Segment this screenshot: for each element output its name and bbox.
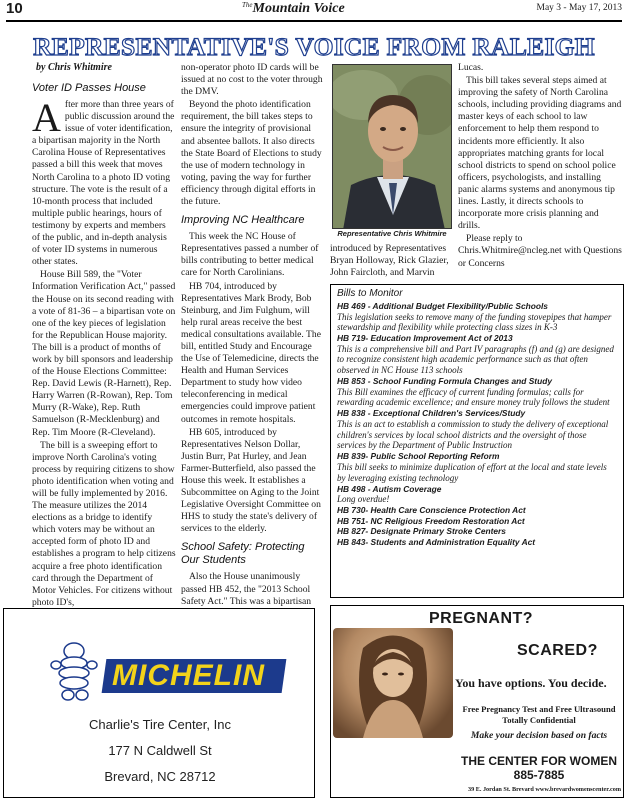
paragraph: HB 704, introduced by Representatives Mark Brody, Bob Steinburg, and Jim Fulghum, will help rural areas receive the best medical consultations available. The bill, entitled Study and Encourage the Use of Telemedicine, directs the Health and Human Services Department to study how video teleconferencing in medical emergencies could improve patient outcomes in remote hospitals. xyxy=(181,280,321,425)
bill-description: This legislation seeks to remove many of the funding stovepipes that hamper stewardship and flexibility while protecting class sizes in K-3 xyxy=(337,311,612,333)
bill-heading: HB 751- NC Religious Freedom Restoration Act xyxy=(337,515,525,526)
business-city: Brevard, NC 28712 xyxy=(104,769,216,784)
representative-photo xyxy=(332,64,452,229)
bill-entry xyxy=(337,505,617,516)
paragraph: Beyond the photo identification requirement, the bill takes steps to ensure the integrity of provisional and absentee ballots. It also directs the State Board of Elections to study the use of modern technology in voting, paving the way for further efficiency through digital efforts in the future. xyxy=(181,99,322,208)
photo-caption: Representative Chris Whitmire xyxy=(337,229,447,238)
headline-scared: SCARED? xyxy=(517,642,598,659)
bill-entry xyxy=(337,376,617,408)
bill-heading: HB 827- Designate Primary Stroke Centers xyxy=(337,526,506,537)
business-name: Charlie's Tire Center, Inc xyxy=(89,717,231,732)
paragraph: House Bill 589, the "Voter Information Verification Act," passed the House on its second reading with a vote of 81-36 – a bipartisan vote on one of the key pieces of legislation for the Republican House majority. The bill is a product of months of work by bill sponsors and leadership of the House Elections Committee: Rep. David Lewis (R-Harnett), Rep. Harry Warren (R-Rowan), Rep. Tom Murry (R-Wake), Rep. Ruth Samuelson (R-Mecklenburg) and Rep. Tim Moore (R-Cleveland). xyxy=(32,269,176,438)
bill-heading: HB 843- Students and Administration Equality Act xyxy=(337,537,536,548)
tagline: Make your decision based on facts xyxy=(470,730,608,741)
bill-entry xyxy=(337,484,617,505)
options-line: You have options. You decide. xyxy=(455,676,607,690)
bills-title: Bills to Monitor xyxy=(337,288,403,299)
bill-heading: HB 853 - School Funding Formula Changes and Study xyxy=(337,376,552,387)
bill-description: This is a comprehensive bill and Part IV paragraphs (f) and (g) are designed to recognize consistent high academic performance such as that often observed in NC House 113 schools xyxy=(337,343,614,376)
page-header xyxy=(6,2,622,18)
article-column-2 xyxy=(181,62,325,621)
services-line-1: Free Pregnancy Test and Free Ultrasound xyxy=(462,704,616,714)
paragraph: This week the NC House of Representatives passed a number of bills contributing to better medical care for North Carolinians. xyxy=(181,231,319,279)
bill-heading: HB 838 - Exceptional Children's Services/Study xyxy=(337,408,526,419)
bill-heading: HB 469 - Additional Budget Flexibility/Public Schools xyxy=(337,301,548,311)
services-line-2: Totally Confidential xyxy=(502,715,576,725)
paragraph: The bill is a sweeping effort to improve North Carolina's voting process by requiring citizens to show photo identification when voting and will be fully implemented by 2016. The measure utilizes the 2014 elections as a bridge to identify which voters may be without an accepted form of photo ID and establishes a program to help citizens acquire a free photo identification card through the Department of Motor Vehicles. For citizens without photo ID's, xyxy=(32,439,176,608)
paragraph: HB 605, introduced by Representatives Nelson Dollar, Justin Burr, Pat Hurley, and Jean Farmer-Butterfield, also passed the House this week. It establishes a Subcommittee on Aging to the Joint Legislative Oversight Committee on HHS to study the state's delivery of services to the elderly. xyxy=(181,426,321,535)
bill-heading: HB 730- Health Care Conscience Protection Act xyxy=(337,505,526,516)
paragraph: Lucas. xyxy=(458,62,484,73)
masthead-the: The xyxy=(242,1,253,9)
center-phone: 885-7885 xyxy=(513,768,565,782)
michelin-ad xyxy=(3,608,315,798)
bill-heading: HB 839- Public School Reporting Reform xyxy=(337,451,500,462)
paragraph: non-operator photo ID cards will be issued at no cost to the voter through the DMV. xyxy=(181,62,323,98)
paragraph: Please reply to Chris.Whitmire@ncleg.net with Questions or Concerns xyxy=(458,233,622,269)
portrait-illustration xyxy=(333,65,452,229)
bill-heading: HB 719- Education Improvement Act of 2013 xyxy=(337,333,513,344)
masthead xyxy=(242,1,345,17)
center-address: 39 E. Jordan St. Brevard www.brevardwomenscenter.com xyxy=(467,786,621,793)
drop-cap: A xyxy=(32,95,61,140)
article-byline: by Chris Whitmire xyxy=(36,62,112,73)
masthead-name: Mountain Voice xyxy=(252,1,345,16)
bill-entry xyxy=(337,333,617,375)
bills-to-monitor-box xyxy=(330,284,624,598)
bill-entry xyxy=(337,408,617,450)
bill-entry xyxy=(337,301,617,333)
article-column-1 xyxy=(32,80,176,610)
bill-heading: HB 498 - Autism Coverage xyxy=(337,483,442,494)
header-rule xyxy=(6,20,622,22)
center-name: THE CENTER FOR WOMEN xyxy=(461,754,617,768)
michelin-brand-text: MICHELIN xyxy=(112,659,265,692)
subhead-healthcare: Improving NC Healthcare xyxy=(181,214,305,227)
bill-description: This bill seeks to minimize duplication of effort at the local and state levels by leveraging existing technology xyxy=(337,461,607,483)
paragraph: Also the House unanimously passed HB 452, the "2013 School Safety Act." This was a bipartisan xyxy=(181,571,312,607)
article-column-3 xyxy=(330,243,454,280)
paragraph: This bill takes several steps aimed at improving the safety of North Carolina schools, including providing diagrams and master keys of each school to law enforcement to help them respond to incidents more efficiently. It also appropriates matching grants for local school districts to spend on school police officers, psychologists, and installing panic alarms systems and anonymous tip lines. Lastly, it directs schools to incorporate more crisis planning and drills. xyxy=(458,75,622,232)
subhead-voter-id: Voter ID Passes House xyxy=(32,82,146,94)
article-column-4 xyxy=(458,62,622,271)
pregnancy-center-ad xyxy=(330,605,624,798)
bill-entry xyxy=(337,451,617,483)
bill-entry xyxy=(337,516,617,527)
bill-description: This Bill examines the efficacy of current funding formulas; calls for rewarding academic excellence; and ensure money truly follows the student xyxy=(337,386,610,408)
paragraph: After more than three years of public discussion around the issue of voter identification, a bipartisan majority in the North Carolina House of Representatives passed a bill this week that moves North Carolina to a photo ID voting structure. The vote is the result of a 10-month process that included multiple public hearings, hours of testimony by experts and members of the public, and in-depth analysis of voter ID systems in numerous other states. xyxy=(32,95,175,268)
subhead-school-safety: School Safety: Protecting Our Students xyxy=(181,541,305,567)
bill-entry xyxy=(337,526,617,537)
bill-entry xyxy=(337,537,617,548)
bill-description: This is an act to establish a commission to study the delivery of exceptional children's services by local school districts and the oversight of those services by the Department of Public Instruction xyxy=(337,419,609,451)
article-headline: REPRESENTATIVE'S VOICE FROM RALEIGH xyxy=(33,32,595,61)
business-street: 177 N Caldwell St xyxy=(108,743,212,758)
michelin-man-icon xyxy=(42,639,106,703)
page-number: 10 xyxy=(6,0,23,17)
woman-illustration xyxy=(333,628,453,738)
headline-pregnant: PREGNANT? xyxy=(429,610,534,627)
michelin-logo xyxy=(42,653,292,695)
issue-date: May 3 - May 17, 2013 xyxy=(536,3,622,13)
paragraph: introduced by Representatives Bryan Holloway, Rick Glazier, John Faircloth, and Marvin xyxy=(330,243,449,279)
ad-photo xyxy=(333,628,453,738)
bill-description: Long overdue! xyxy=(337,494,390,505)
